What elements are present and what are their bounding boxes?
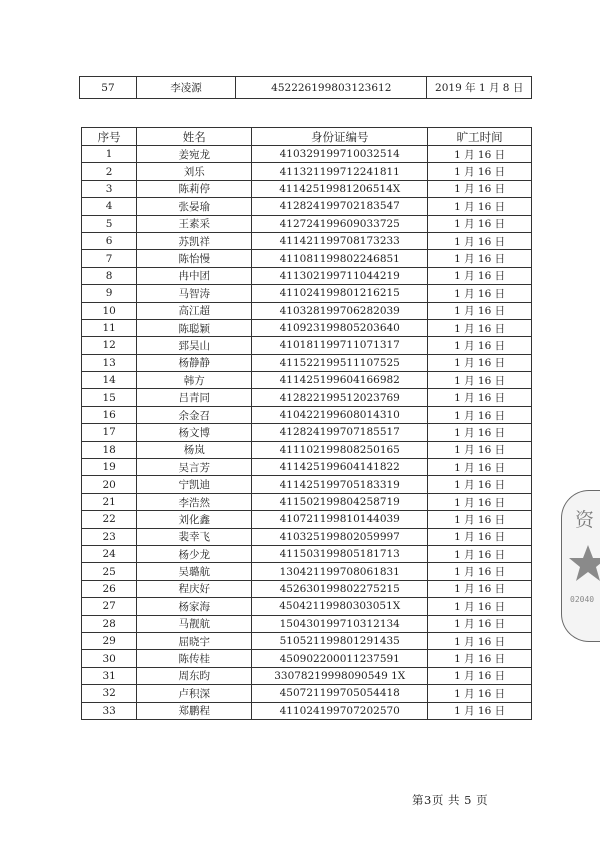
employee-name: 吴言芳 bbox=[137, 459, 252, 476]
row-number: 15 bbox=[82, 389, 137, 406]
id-number: 450902200011237591 bbox=[252, 650, 428, 667]
table-row bbox=[82, 372, 532, 389]
absence-date: 1 月 16 日 bbox=[428, 232, 532, 249]
employee-name: 余金召 bbox=[137, 406, 252, 423]
employee-name: 韩方 bbox=[137, 372, 252, 389]
absence-date: 1 月 16 日 bbox=[428, 215, 532, 232]
row-number: 8 bbox=[82, 267, 137, 284]
absence-date: 1 月 16 日 bbox=[428, 424, 532, 441]
seal-star-icon bbox=[568, 543, 600, 583]
row-number: 25 bbox=[82, 563, 137, 580]
id-number: 412824199702183547 bbox=[252, 198, 428, 215]
table-row bbox=[82, 528, 532, 545]
employee-name: 冉中团 bbox=[137, 267, 252, 284]
row-number: 18 bbox=[82, 441, 137, 458]
seal-number: 02040 bbox=[570, 595, 595, 604]
roster-body bbox=[82, 146, 532, 720]
table-row bbox=[82, 424, 532, 441]
id-number: 410181199711071317 bbox=[252, 337, 428, 354]
row-number: 6 bbox=[82, 232, 137, 249]
row-number: 2 bbox=[82, 163, 137, 180]
table-row bbox=[82, 389, 532, 406]
table-row bbox=[82, 250, 532, 267]
employee-name: 杨少龙 bbox=[137, 545, 252, 562]
row-number: 3 bbox=[82, 180, 137, 197]
row-number: 31 bbox=[82, 667, 137, 684]
id-number: 411502199804258719 bbox=[252, 493, 428, 510]
employee-name: 刘乐 bbox=[137, 163, 252, 180]
table-row bbox=[82, 163, 532, 180]
employee-name: 郑鹏程 bbox=[137, 702, 252, 719]
table-row bbox=[82, 337, 532, 354]
employee-name: 吴璐航 bbox=[137, 563, 252, 580]
employee-name: 程庆好 bbox=[137, 580, 252, 597]
header-id-number: 身份证编号 bbox=[252, 128, 428, 146]
absence-date: 1 月 16 日 bbox=[428, 493, 532, 510]
row-number: 14 bbox=[82, 372, 137, 389]
row-number: 24 bbox=[82, 545, 137, 562]
id-number: 452226199803123612 bbox=[236, 77, 427, 99]
id-number: 411024199801216215 bbox=[252, 285, 428, 302]
table-row bbox=[82, 632, 532, 649]
id-number: 411302199711044219 bbox=[252, 267, 428, 284]
employee-name: 陈怡慢 bbox=[137, 250, 252, 267]
employee-name: 周东昀 bbox=[137, 667, 252, 684]
absence-date: 1 月 16 日 bbox=[428, 545, 532, 562]
absence-date: 1 月 16 日 bbox=[428, 180, 532, 197]
id-number: 410325199802059997 bbox=[252, 528, 428, 545]
row-number: 30 bbox=[82, 650, 137, 667]
employee-name: 裴幸飞 bbox=[137, 528, 252, 545]
employee-name: 高江超 bbox=[137, 302, 252, 319]
table-row bbox=[82, 650, 532, 667]
row-number: 7 bbox=[82, 250, 137, 267]
page-footer: 第3页 共 5 页 bbox=[412, 793, 489, 807]
id-number: 41142519981206514X bbox=[252, 180, 428, 197]
employee-name: 陈聪颖 bbox=[137, 319, 252, 336]
official-seal-fragment bbox=[561, 490, 600, 642]
employee-name: 郅昊山 bbox=[137, 337, 252, 354]
id-number: 33078219998090549 1X bbox=[252, 667, 428, 684]
employee-name: 杨岚 bbox=[137, 441, 252, 458]
id-number: 130421199708061831 bbox=[252, 563, 428, 580]
row-number: 21 bbox=[82, 493, 137, 510]
table-row bbox=[82, 146, 532, 163]
absence-date: 1 月 16 日 bbox=[428, 285, 532, 302]
id-number: 45042119980303051X bbox=[252, 598, 428, 615]
row-number: 20 bbox=[82, 476, 137, 493]
table-header-row bbox=[82, 128, 532, 146]
row-number: 9 bbox=[82, 285, 137, 302]
id-number: 410328199706282039 bbox=[252, 302, 428, 319]
row-number: 11 bbox=[82, 319, 137, 336]
table-row bbox=[82, 598, 532, 615]
row-number: 12 bbox=[82, 337, 137, 354]
employee-name: 刘化鑫 bbox=[137, 511, 252, 528]
table-row bbox=[80, 77, 532, 99]
employee-name: 王素采 bbox=[137, 215, 252, 232]
absence-date: 1 月 16 日 bbox=[428, 267, 532, 284]
previous-page-continuation-table bbox=[79, 76, 532, 99]
employee-name: 杨文博 bbox=[137, 424, 252, 441]
absence-date: 1 月 16 日 bbox=[428, 650, 532, 667]
table-row bbox=[82, 545, 532, 562]
table-row bbox=[82, 685, 532, 702]
absence-date: 1 月 16 日 bbox=[428, 354, 532, 371]
table-row bbox=[82, 511, 532, 528]
absence-date: 1 月 16 日 bbox=[428, 372, 532, 389]
id-number: 411102199808250165 bbox=[252, 441, 428, 458]
header-number: 序号 bbox=[82, 128, 137, 146]
id-number: 411081199802246851 bbox=[252, 250, 428, 267]
absence-date: 1 月 16 日 bbox=[428, 198, 532, 215]
row-number: 13 bbox=[82, 354, 137, 371]
table-row bbox=[82, 198, 532, 215]
id-number: 411425199604166982 bbox=[252, 372, 428, 389]
table-row bbox=[82, 441, 532, 458]
table-row bbox=[82, 615, 532, 632]
absence-roster-table bbox=[81, 127, 532, 720]
id-number: 411425199705183319 bbox=[252, 476, 428, 493]
id-number: 450721199705054418 bbox=[252, 685, 428, 702]
id-number: 412824199707185517 bbox=[252, 424, 428, 441]
absence-date: 1 月 16 日 bbox=[428, 632, 532, 649]
table-row bbox=[82, 459, 532, 476]
id-number: 410721199810144039 bbox=[252, 511, 428, 528]
absence-date: 1 月 16 日 bbox=[428, 667, 532, 684]
employee-name: 吕青同 bbox=[137, 389, 252, 406]
row-number: 5 bbox=[82, 215, 137, 232]
absence-date: 1 月 16 日 bbox=[428, 580, 532, 597]
row-number: 1 bbox=[82, 146, 137, 163]
absence-date: 1 月 16 日 bbox=[428, 302, 532, 319]
employee-name: 卢积深 bbox=[137, 685, 252, 702]
table-row bbox=[82, 580, 532, 597]
absence-date: 1 月 16 日 bbox=[428, 250, 532, 267]
table-row bbox=[82, 354, 532, 371]
employee-name: 李浩然 bbox=[137, 493, 252, 510]
row-number: 33 bbox=[82, 702, 137, 719]
table-row bbox=[82, 319, 532, 336]
table-row bbox=[82, 285, 532, 302]
absence-date: 1 月 16 日 bbox=[428, 459, 532, 476]
id-number: 510521199801291435 bbox=[252, 632, 428, 649]
id-number: 411425199604141822 bbox=[252, 459, 428, 476]
id-number: 410923199805203640 bbox=[252, 319, 428, 336]
id-number: 410422199608014310 bbox=[252, 406, 428, 423]
employee-name: 陈传桂 bbox=[137, 650, 252, 667]
employee-name: 陈莉停 bbox=[137, 180, 252, 197]
row-number: 16 bbox=[82, 406, 137, 423]
id-number: 452630199802275215 bbox=[252, 580, 428, 597]
row-number: 29 bbox=[82, 632, 137, 649]
table-row bbox=[82, 215, 532, 232]
employee-name: 宁凯迪 bbox=[137, 476, 252, 493]
absence-date: 1 月 16 日 bbox=[428, 511, 532, 528]
id-number: 411321199712241811 bbox=[252, 163, 428, 180]
absence-date: 1 月 16 日 bbox=[428, 337, 532, 354]
employee-name: 杨家海 bbox=[137, 598, 252, 615]
id-number: 411503199805181713 bbox=[252, 545, 428, 562]
absence-date: 1 月 16 日 bbox=[428, 146, 532, 163]
absence-date: 1 月 16 日 bbox=[428, 598, 532, 615]
id-number: 410329199710032514 bbox=[252, 146, 428, 163]
header-absence-date: 旷工时间 bbox=[428, 128, 532, 146]
absence-date: 2019 年 1 月 8 日 bbox=[427, 77, 532, 99]
id-number: 412724199609033725 bbox=[252, 215, 428, 232]
employee-name: 杨静静 bbox=[137, 354, 252, 371]
row-number: 27 bbox=[82, 598, 137, 615]
seal-text: 资 bbox=[575, 509, 595, 531]
table-row bbox=[82, 180, 532, 197]
employee-name: 屈晓宇 bbox=[137, 632, 252, 649]
employee-name: 马靓航 bbox=[137, 615, 252, 632]
table-row bbox=[82, 493, 532, 510]
absence-date: 1 月 16 日 bbox=[428, 406, 532, 423]
table-row bbox=[82, 667, 532, 684]
id-number: 412822199512023769 bbox=[252, 389, 428, 406]
absence-date: 1 月 16 日 bbox=[428, 163, 532, 180]
table-row bbox=[82, 702, 532, 719]
absence-date: 1 月 16 日 bbox=[428, 702, 532, 719]
absence-date: 1 月 16 日 bbox=[428, 389, 532, 406]
absence-date: 1 月 16 日 bbox=[428, 319, 532, 336]
absence-date: 1 月 16 日 bbox=[428, 685, 532, 702]
employee-name: 苏凯祥 bbox=[137, 232, 252, 249]
row-number: 17 bbox=[82, 424, 137, 441]
absence-date: 1 月 16 日 bbox=[428, 476, 532, 493]
employee-name: 姜宛龙 bbox=[137, 146, 252, 163]
id-number: 150430199710312134 bbox=[252, 615, 428, 632]
table-row bbox=[82, 302, 532, 319]
table-row bbox=[82, 563, 532, 580]
absence-date: 1 月 16 日 bbox=[428, 441, 532, 458]
row-number: 28 bbox=[82, 615, 137, 632]
header-name: 姓名 bbox=[137, 128, 252, 146]
employee-name: 马智涛 bbox=[137, 285, 252, 302]
absence-date: 1 月 16 日 bbox=[428, 615, 532, 632]
row-number: 22 bbox=[82, 511, 137, 528]
id-number: 411421199708173233 bbox=[252, 232, 428, 249]
row-number: 32 bbox=[82, 685, 137, 702]
id-number: 411522199511107525 bbox=[252, 354, 428, 371]
employee-name: 李凌源 bbox=[136, 77, 235, 99]
absence-date: 1 月 16 日 bbox=[428, 528, 532, 545]
row-number: 57 bbox=[80, 77, 137, 99]
absence-date: 1 月 16 日 bbox=[428, 563, 532, 580]
table-row bbox=[82, 267, 532, 284]
employee-name: 张晏瑜 bbox=[137, 198, 252, 215]
row-number: 23 bbox=[82, 528, 137, 545]
row-number: 4 bbox=[82, 198, 137, 215]
row-number: 19 bbox=[82, 459, 137, 476]
row-number: 26 bbox=[82, 580, 137, 597]
id-number: 411024199707202570 bbox=[252, 702, 428, 719]
row-number: 10 bbox=[82, 302, 137, 319]
table-row bbox=[82, 406, 532, 423]
table-row bbox=[82, 232, 532, 249]
table-row bbox=[82, 476, 532, 493]
